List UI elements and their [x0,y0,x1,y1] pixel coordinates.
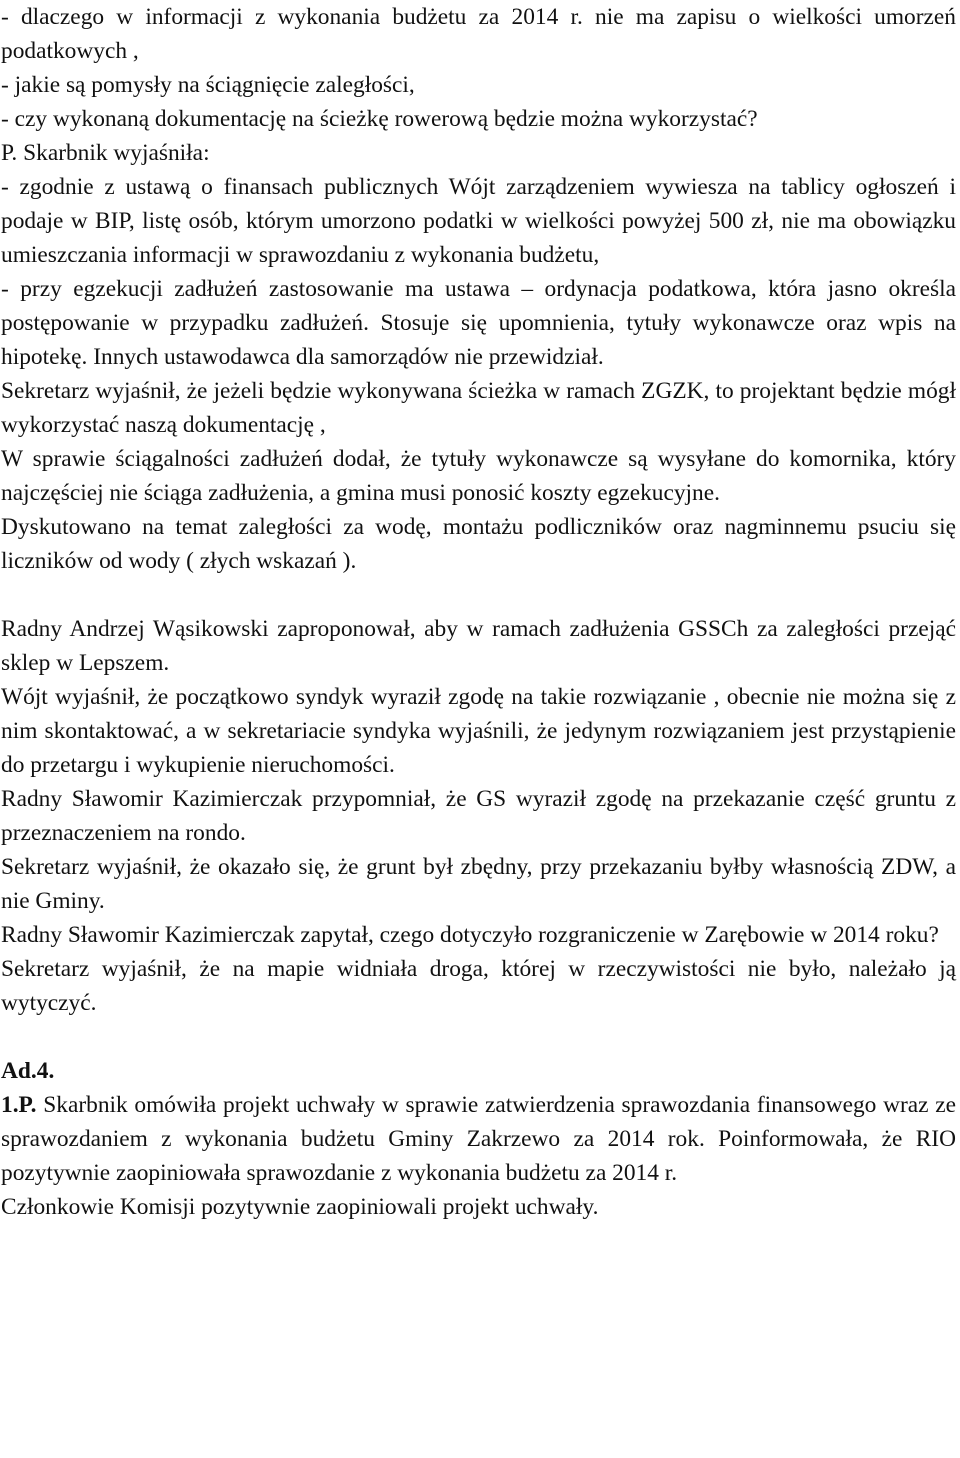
kazimierczak-question: Radny Sławomir Kazimierczak zapytał, czego dotyczyło rozgraniczenie w Zarębowie w 2014 roku? [1,922,939,948]
item-number: 1.P. [1,1092,37,1118]
item-text: Skarbnik omówiła projekt uchwały w sprawie zatwierdzenia sprawozdania finansowego wraz ze sprawozdaniem z wykonania budżetu Gminy Zakrzewo za 2014 rok. Poinformowała, że RIO pozytywnie zaopiniowała sprawozdanie z wykonania budżetu za 2014 r. [1,1092,956,1186]
sekretarz-answer-4: Sekretarz wyjaśnił, że na mapie widniała droga, której w rzeczywistości nie było, należało ją wytyczyć. [1,956,956,1016]
skarbnik-answer-2: - przy egzekucji zadłużeń zastosowanie ma ustawa – ordynacja podatkowa, która jasno określa postępowanie w przypadku zadłużeń. Stosuje się upomnienia, tytuły wykonawcze oraz wpis na hipotekę. Innych ustawodawca dla samorządów nie przewidział. [1,276,956,370]
kazimierczak-remark: Radny Sławomir Kazimierczak przypomniał, że GS wyraził zgodę na przekazanie część gruntu z przeznaczeniem na rondo. [1,786,956,846]
sekretarz-answer-1: Sekretarz wyjaśnił, że jeżeli będzie wykonywana ścieżka w ramach ZGZK, to projektant będzie mógł wykorzystać naszą dokumentację , [1,378,956,438]
discussion-section [1,0,956,1020]
skarbnik-answer-1: - zgodnie z ustawą o finansach publicznych Wójt zarządzeniem wywiesza na tablicy ogłoszeń i podaje w BIP, listę osób, którym umorzono podatki w wielkości powyżej 500 zł, nie ma obowiązku umieszczania informacji w sprawozdaniu z wykonania budżetu, [1,174,956,268]
agenda-section-ad4 [1,1054,956,1224]
section-heading: Ad.4. [1,1058,55,1084]
wojt-answer: Wójt wyjaśnił, że początkowo syndyk wyraził zgodę na takie rozwiązanie , obecnie nie można się z nim skontaktować, a w sekretariacie syndyka wyjaśnili, że jedynym rozwiązaniem jest przystąpienie do przetargu i wykupienie nieruchomości. [1,684,956,778]
question-umorzenia: - dlaczego w informacji z wykonania budżetu za 2014 r. nie ma zapisu o wielkości umorzeń podatkowych , [1,4,956,64]
committee-opinion: Członkowie Komisji pozytywnie zaopiniowali projekt uchwały. [1,1194,599,1220]
question-zaleglosci: - jakie są pomysły na ściągnięcie zaległości, [1,72,415,98]
skarbnik-intro: P. Skarbnik wyjaśniła: [1,140,210,166]
skarbnik-resolution-paragraph [1,1088,956,1190]
sekretarz-answer-3: Sekretarz wyjaśnił, że okazało się, że grunt był zbędny, przy przekazaniu byłby własnością ZDW, a nie Gminy. [1,854,956,914]
discussion-paragraph: Dyskutowano na temat zaległości za wodę, montażu podliczników oraz nagminnemu psuciu się liczników od wody ( złych wskazań ). [1,514,956,574]
wasikowski-proposal: Radny Andrzej Wąsikowski zaproponował, aby w ramach zadłużenia GSSCh za zaległości przejąć sklep w Lepszem. [1,616,956,676]
sekretarz-answer-2: W sprawie ściągalności zadłużeń dodał, że tytuły wykonawcze są wysyłane do komornika, który najczęściej nie ściąga zadłużenia, a gmina musi ponosić koszty egzekucyjne. [1,446,956,506]
question-sciezka: - czy wykonaną dokumentację na ścieżkę rowerową będzie można wykorzystać? [1,106,758,132]
